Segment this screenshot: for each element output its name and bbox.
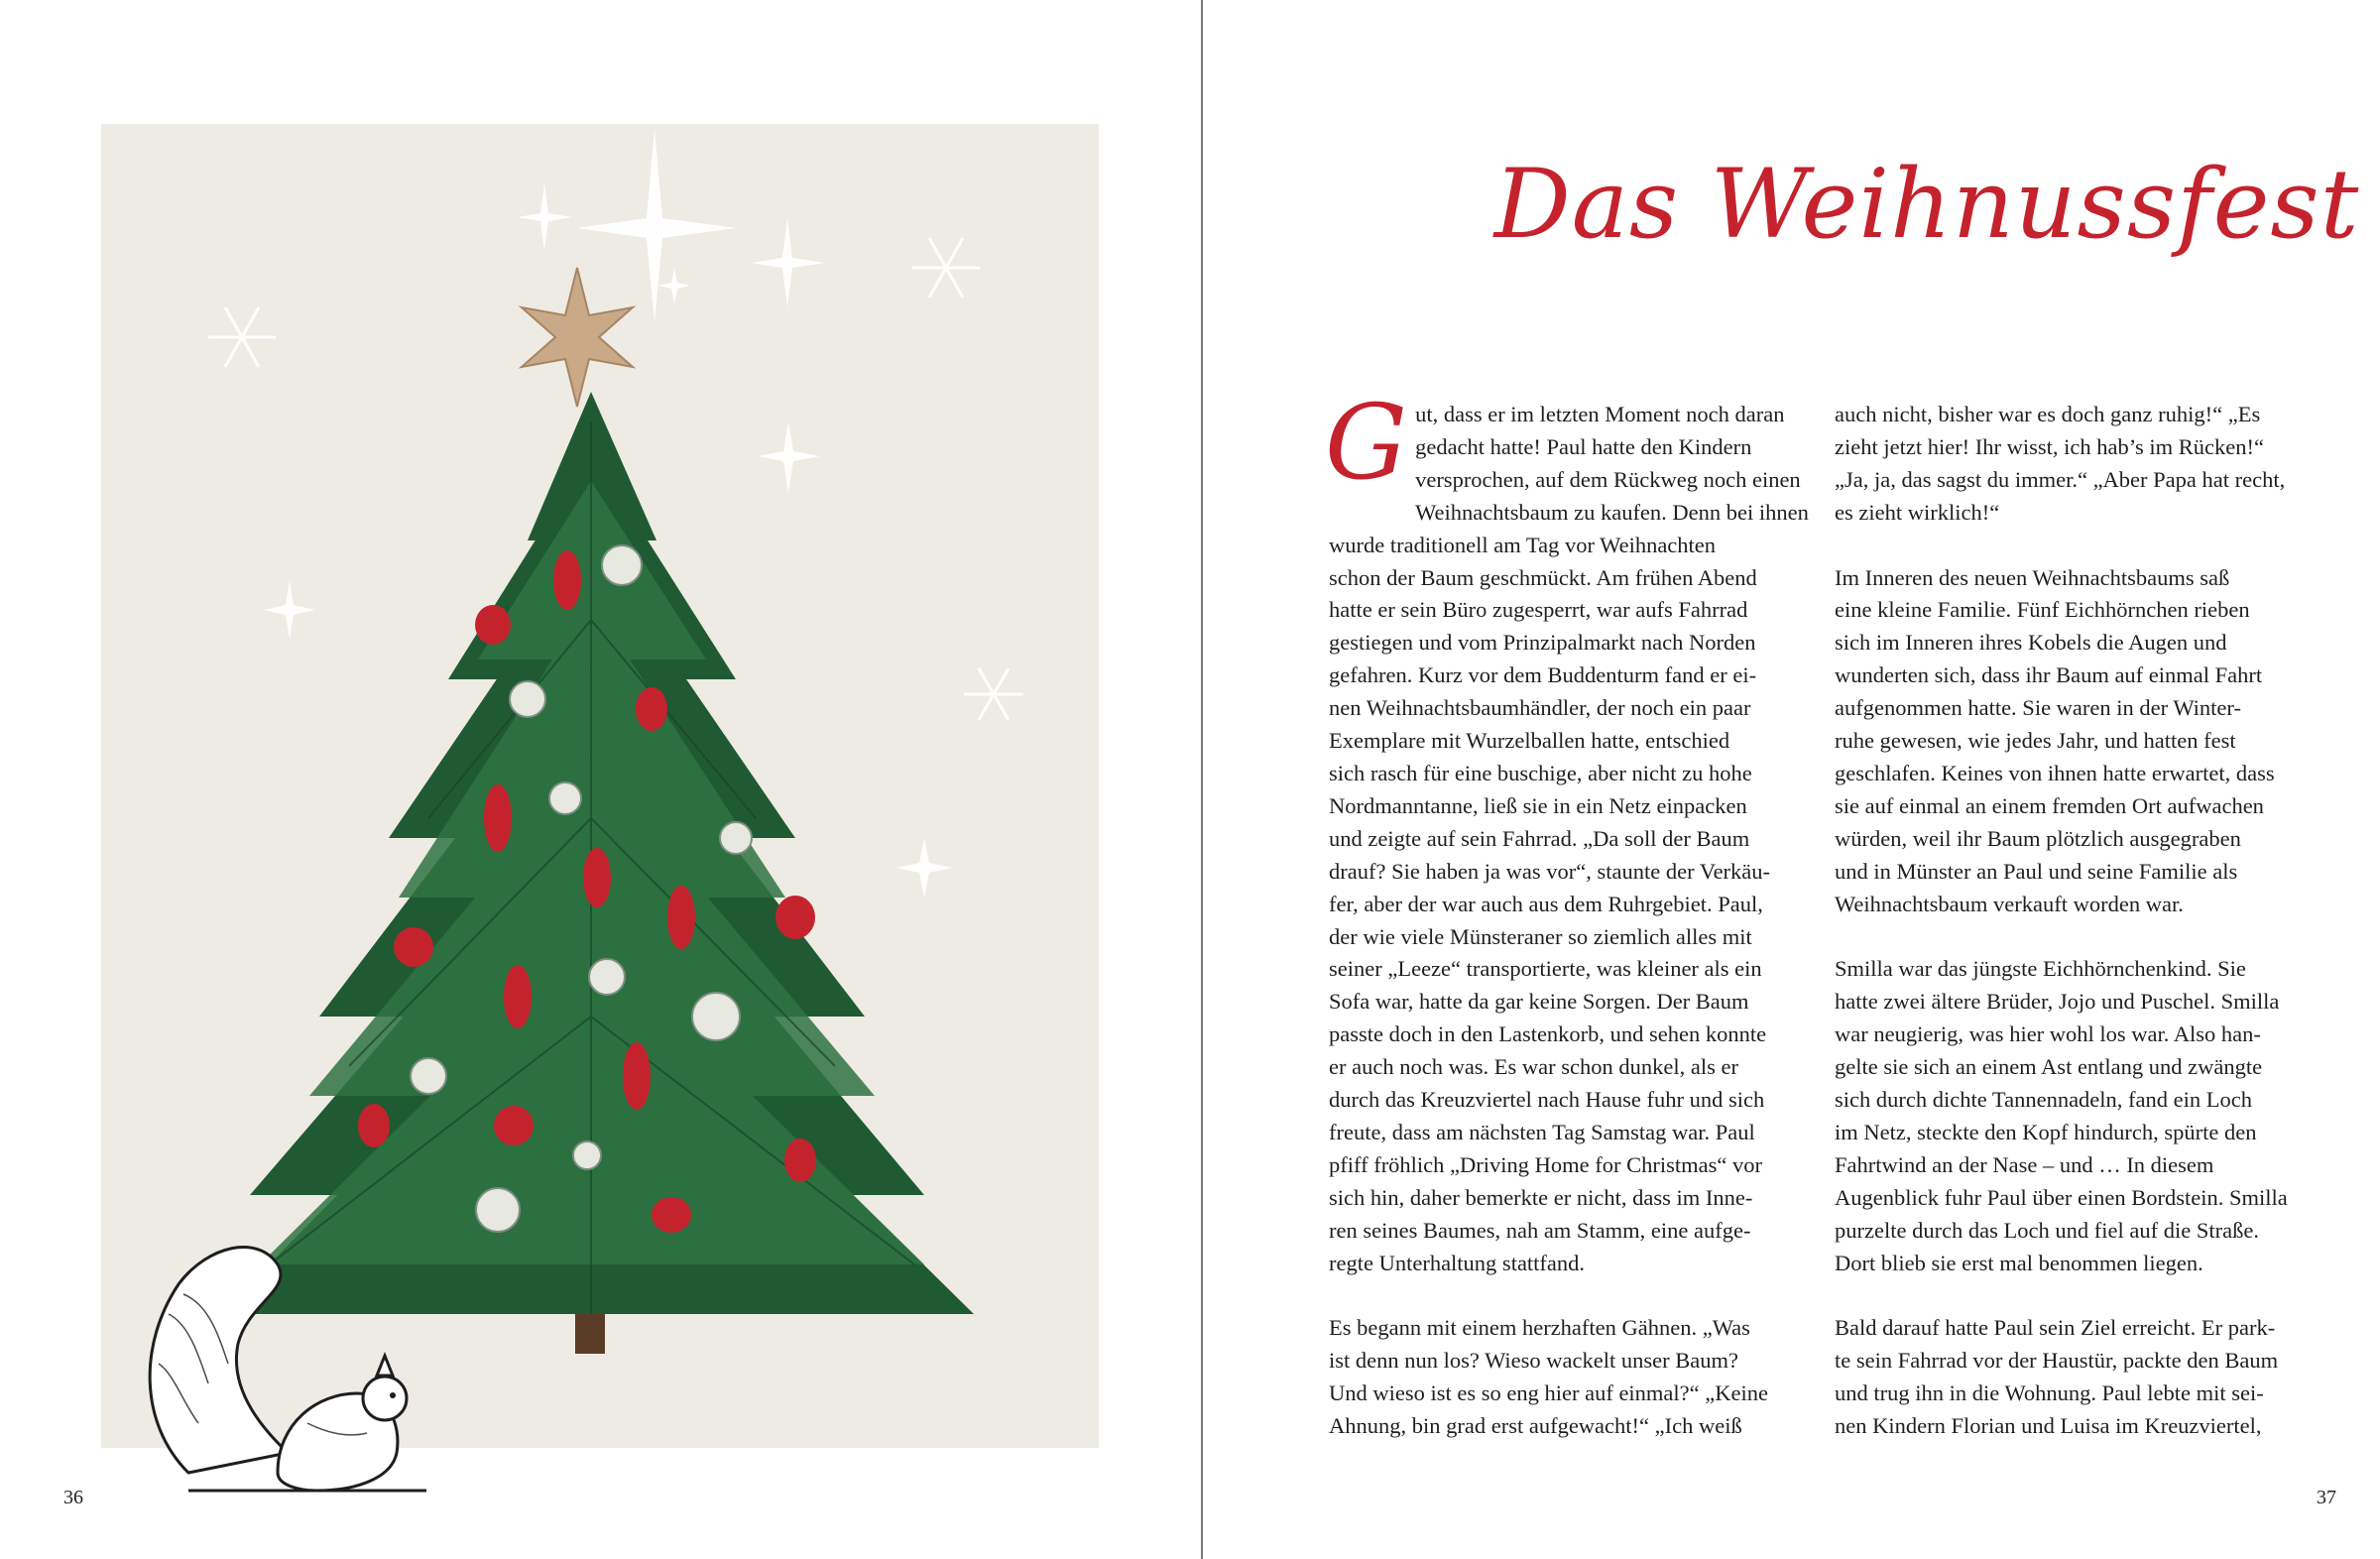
opening-lines: ut, dass er im letzten Moment noch daran gedacht hatte! Paul hatte den Kindern versprochen, auf dem Rückweg noch einen	[1415, 402, 1801, 492]
snowflake-icon	[964, 668, 1023, 720]
squirrel-illustration	[129, 1225, 446, 1512]
paragraph: Bald darauf hatte Paul sein Ziel erreicht. Er park- te sein Fahrrad vor der Haustür, packte den Baum und trug ihn in die Wohnung. Paul lebte mit sei- nen Kindern Florian und Luisa im Kreuzviertel,	[1835, 1315, 2279, 1439]
chapter-title: Das Weihnussfest	[1493, 149, 2360, 260]
paragraph	[1325, 382, 1840, 503]
page-number-left: 36	[63, 1487, 83, 1508]
sparkle-icon	[758, 421, 820, 493]
sparkle-icon	[577, 129, 736, 322]
sparkle-icon	[264, 580, 315, 640]
sparkle-icon	[896, 838, 952, 898]
paragraph: Es begann mit einem herzhaften Gähnen. „Was ist denn nun los? Wieso wackelt unser Baum? Und wieso ist es so eng hier auf einmal?“ „Keine Ahnung, bin grad erst aufgewacht!“ „Ich weiß	[1329, 1315, 1768, 1439]
right-page	[1203, 0, 2380, 1559]
snowflake-icon	[912, 238, 980, 298]
paragraph: Smilla war das jüngste Eichhörnchenkind. Sie hatte zwei ältere Brüder, Jojo und Puschel. Smilla war neugierig, was hier wohl los war. Also han- gelte sie sich an einem Ast entlang und zwängte sich durch dichte Tannennadeln, fand ein Loch im Netz, steckte den Kopf hindurch, spürte den Fahrtwind an der Nase – und … In diesem Augenblick fuhr Paul über einen Bordstein. Smilla purzelte durch das Loch und fiel auf die Straße. Dort blieb sie erst mal benommen liegen.	[1835, 956, 2288, 1275]
paragraph: Weihnachtsbaum zu kaufen. Denn bei ihnen wurde traditionell am Tag vor Weihnachten schon der Baum geschmückt. Am frühen Abend hatte er sein Büro zugesperrt, war aufs Fahrrad gestiegen und vom Prinzipalmarkt nach Norden gefahren. Kurz vor dem Buddenturm fand er ei- nen Weihnachtsbaumhändler, der noch ein paar Exemplare mit Wurzelballen hatte, entschied sich rasch für eine buschige, aber nicht zu hohe Nordmanntanne, ließ sie in ein Netz einpacken und zeigte auf sein Fahrrad. „Da soll der Baum drauf? Sie haben ja was vor“, staunte der Verkäu- fer, aber der war auch aus dem Ruhrgebiet. Paul, der wie viele Münsteraner so ziemlich alles mit seiner „Leeze“ transportierte, was kleiner als ein Sofa war, hatte da gar keine Sorgen. Der Baum passte doch in den Lastenkorb, und sehen konnte er auch noch was. Es war schon dunkel, als er durch das Kreuzviertel nach Hause fuhr und sich freute, dass am nächsten Tag Samstag war. Paul pfiff fröhlich „Driving Home for Christmas“ vor sich hin, daher bemerkte er nicht, dass im Inne- ren seines Baumes, nah am Stamm, eine aufge- regte Unterhaltung stattfand.	[1329, 499, 1809, 1275]
text-column-2	[1835, 399, 2345, 1443]
dropcap: G	[1325, 382, 1408, 503]
sparkle-icon	[658, 268, 690, 304]
snowflake-icon	[208, 307, 276, 367]
paragraph: auch nicht, bisher war es doch ganz ruhig!“ „Es zieht jetzt hier! Ihr wisst, ich hab’s im Rücken!“ „Ja, ja, das sagst du immer.“ „Aber Papa hat recht, es zieht wirklich!“	[1835, 402, 2286, 525]
sparkle-icon	[751, 218, 825, 307]
paragraph: Im Inneren des neuen Weihnachtsbaums saß eine kleine Familie. Fünf Eichhörnchen rieben sich im Inneren ihres Kobels die Augen und wunderten sich, dass ihr Baum auf einmal Fahrt aufgenommen hatte. Sie waren in der Winter- ruhe gewesen, wie jedes Jahr, und hatten fest geschlafen. Keines von ihnen hatte erwartet, dass sie auf einmal an einem fremden Ort aufwachen würden, weil ihr Baum plötzlich ausgegraben und in Münster an Paul und seine Familie als Weihnachtsbaum verkauft worden war.	[1835, 564, 2275, 916]
text-column-1	[1325, 382, 1840, 1443]
page-number-right: 37	[2317, 1487, 2336, 1508]
sparkle-icon	[518, 183, 572, 251]
star-topper-icon	[522, 268, 633, 407]
